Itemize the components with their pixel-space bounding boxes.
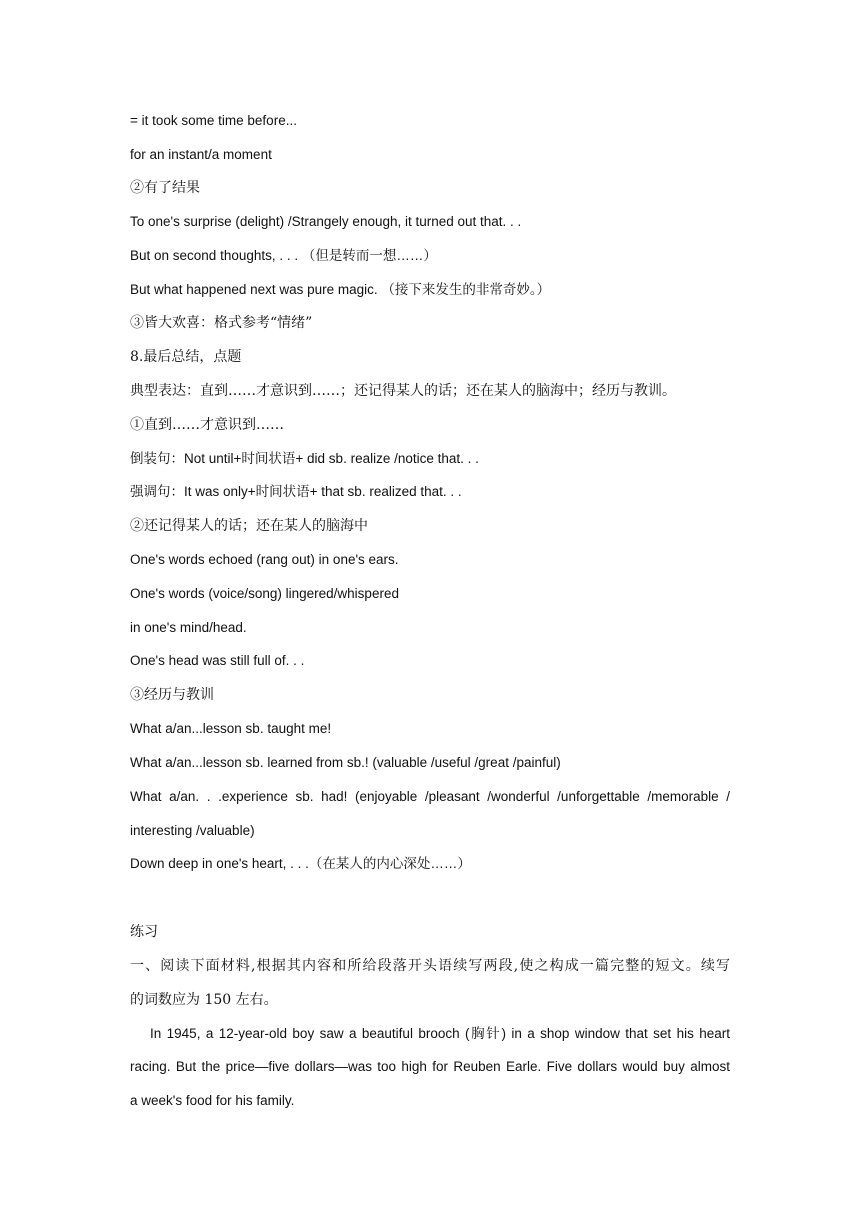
text-line: What a/an...lesson sb. taught me!	[130, 721, 332, 736]
section-heading: 8.最后总结，点题	[130, 349, 242, 365]
text-line: = it took some time before...	[130, 113, 297, 128]
text-line: Down deep in one's heart, . . .（在某人的内心深处……）	[130, 856, 471, 871]
section-heading: ③皆大欢喜：格式参考“情绪”	[130, 315, 313, 331]
section-heading: ②还记得某人的话；还在某人的脑海中	[130, 518, 368, 534]
text-line: One's words (voice/song) lingered/whispered	[130, 586, 399, 601]
section-heading: ②有了结果	[130, 180, 200, 196]
text-line: But what happened next was pure magic. （接下来发生的非常奇妙。）	[130, 282, 551, 297]
text-line: One's words echoed (rang out) in one's ears.	[130, 552, 399, 567]
text-line: for an instant/a moment	[130, 147, 272, 162]
section-heading: ③经历与教训	[130, 687, 214, 703]
practice-heading: 练习	[130, 924, 158, 940]
text-line: What a/an...lesson sb. learned from sb.! (valuable /useful /great /painful)	[130, 755, 561, 770]
text-line: 强调句：It was only+时间状语+ that sb. realized that. . .	[130, 484, 462, 499]
practice-instruction: 的词数应为 150 左右。	[130, 992, 278, 1008]
story-paragraph-line: racing. But the price—five dollars—was too high for Reuben Earle. Five dollars would buy almost	[130, 1059, 730, 1074]
text-line: What a/an. . .experience sb. had! (enjoyable /pleasant /wonderful /unforgettable /memorable /	[130, 789, 730, 804]
text-line: One's head was still full of. . .	[130, 653, 305, 668]
text-line: 典型表达：直到……才意识到……；还记得某人的话；还在某人的脑海中；经历与教训。	[130, 383, 676, 399]
text-line: 倒装句：Not until+时间状语+ did sb. realize /notice that. . .	[130, 451, 479, 466]
text-line: But on second thoughts, . . . （但是转而一想……）	[130, 248, 437, 263]
section-heading: ①直到……才意识到……	[130, 417, 284, 433]
story-paragraph-line: a week's food for his family.	[130, 1093, 295, 1108]
story-paragraph-line: In 1945, a 12-year-old boy saw a beautiful brooch (胸针) in a shop window that set his heart	[150, 1026, 730, 1041]
practice-instruction: 一、阅读下面材料,根据其内容和所给段落开头语续写两段,使之构成一篇完整的短文。续写	[130, 958, 730, 974]
text-line: To one's surprise (delight) /Strangely enough, it turned out that. . .	[130, 214, 522, 229]
text-line: interesting /valuable)	[130, 823, 255, 838]
text-line: in one's mind/head.	[130, 620, 247, 635]
